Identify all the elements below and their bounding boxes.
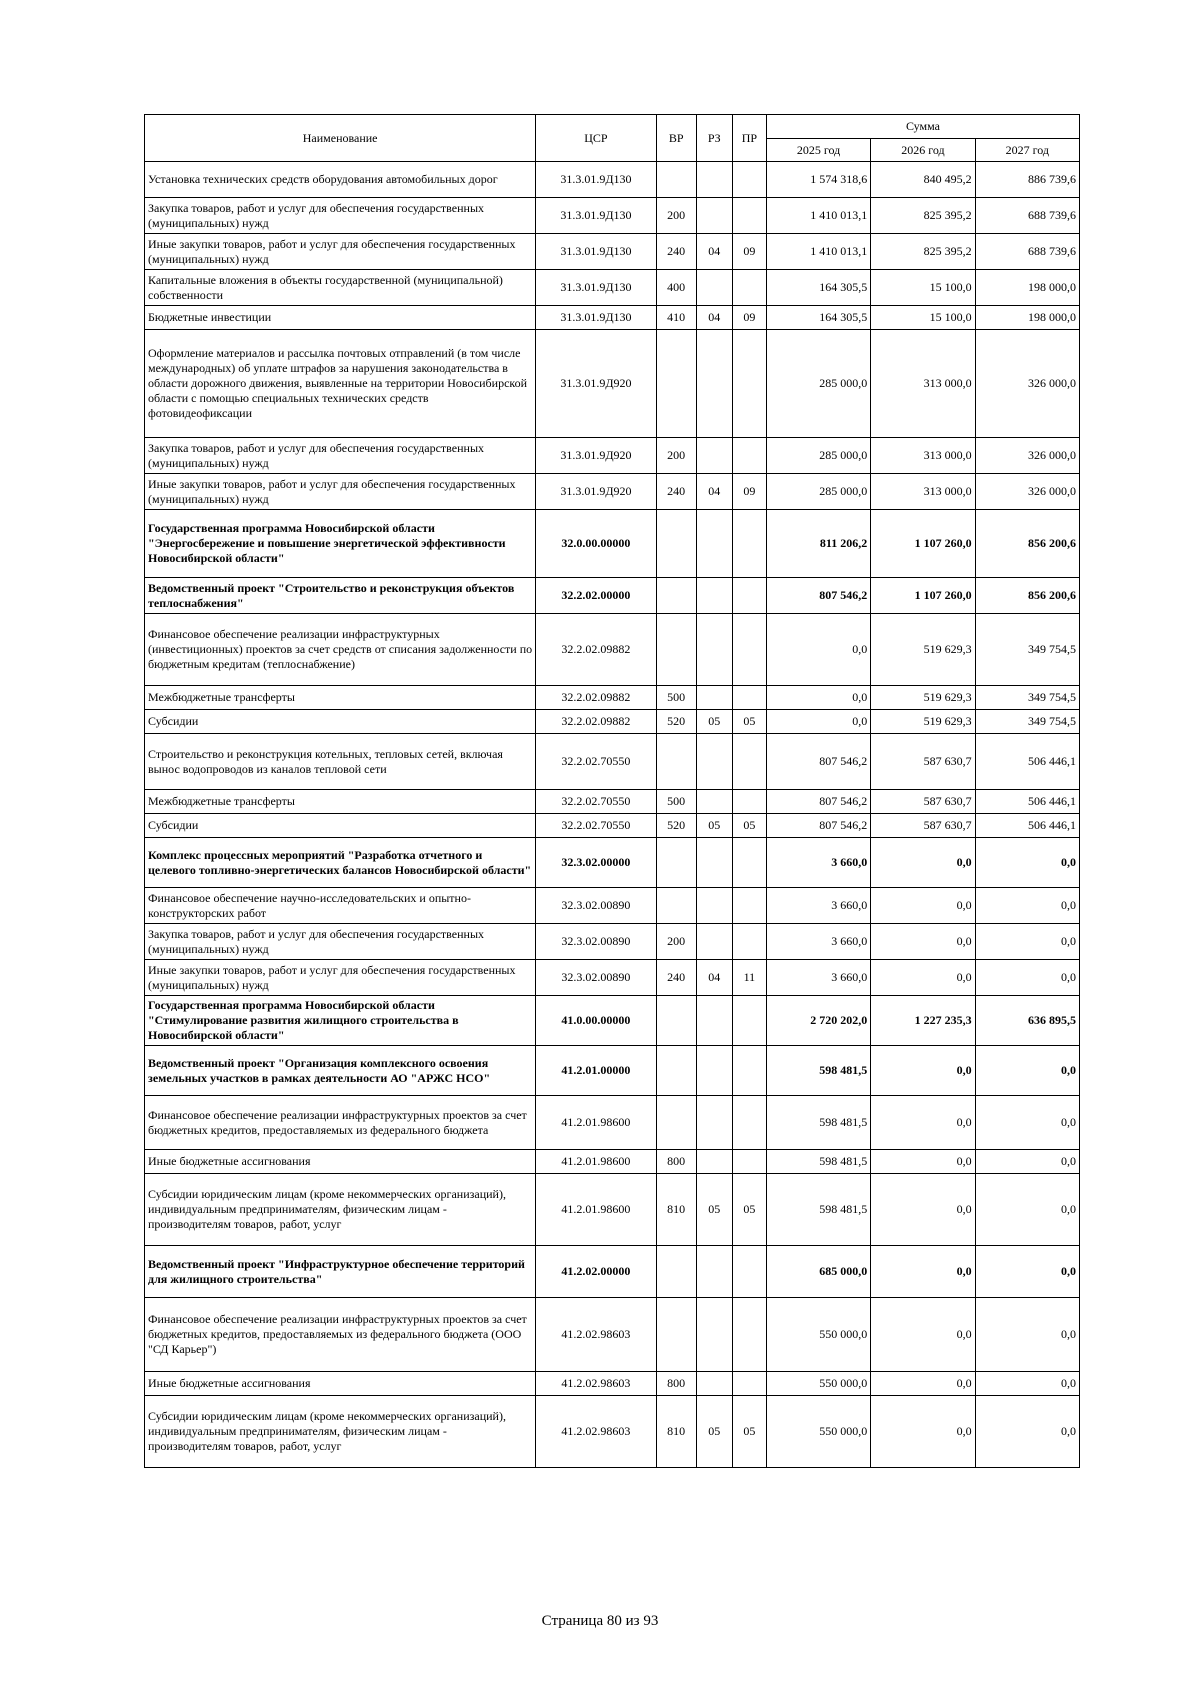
table-row — [145, 198, 1080, 234]
row-2026: 0,0 — [871, 1150, 975, 1174]
row-2027: 0,0 — [975, 1150, 1079, 1174]
row-pr — [732, 686, 766, 710]
row-2025: 598 481,5 — [766, 1174, 870, 1246]
row-csr: 41.2.02.98603 — [536, 1396, 656, 1468]
row-2027: 349 754,5 — [975, 686, 1079, 710]
row-vr: 810 — [656, 1396, 696, 1468]
row-pr — [732, 790, 766, 814]
page-number: Страница 80 из 93 — [541, 1613, 659, 1629]
row-pr — [732, 438, 766, 474]
row-2027: 856 200,6 — [975, 578, 1079, 614]
row-pr: 09 — [732, 306, 766, 330]
row-2027: 636 895,5 — [975, 996, 1079, 1046]
table-row — [145, 838, 1080, 888]
row-name: Иные бюджетные ассигнования — [145, 1150, 536, 1174]
row-pr: 05 — [732, 814, 766, 838]
row-2026: 519 629,3 — [871, 710, 975, 734]
table-row — [145, 162, 1080, 198]
table-row — [145, 234, 1080, 270]
row-rz — [696, 790, 732, 814]
row-2025: 285 000,0 — [766, 438, 870, 474]
row-2026: 15 100,0 — [871, 270, 975, 306]
row-name: Финансовое обеспечение реализации инфраструктурных (инвестиционных) проектов за счет средств от списания задолженности по бюджетным кредитам (теплоснабжение) — [145, 614, 536, 686]
row-pr — [732, 1298, 766, 1372]
row-vr — [656, 614, 696, 686]
row-name: Субсидии — [145, 814, 536, 838]
row-2025: 3 660,0 — [766, 838, 870, 888]
row-vr — [656, 162, 696, 198]
row-pr — [732, 1150, 766, 1174]
row-csr: 32.3.02.00890 — [536, 888, 656, 924]
row-pr: 11 — [732, 960, 766, 996]
row-csr: 41.0.00.00000 — [536, 996, 656, 1046]
table-row — [145, 790, 1080, 814]
row-pr — [732, 1372, 766, 1396]
row-vr — [656, 734, 696, 790]
row-2025: 0,0 — [766, 710, 870, 734]
table-row — [145, 1372, 1080, 1396]
header-pr: ПР — [732, 115, 766, 162]
header-2025: 2025 год — [766, 139, 870, 162]
row-name: Межбюджетные трансферты — [145, 790, 536, 814]
row-2026: 0,0 — [871, 1372, 975, 1396]
row-vr: 810 — [656, 1174, 696, 1246]
row-2026: 825 395,2 — [871, 198, 975, 234]
row-pr — [732, 1246, 766, 1298]
row-2025: 3 660,0 — [766, 960, 870, 996]
row-pr — [732, 270, 766, 306]
row-2025: 550 000,0 — [766, 1372, 870, 1396]
row-name: Иные закупки товаров, работ и услуг для обеспечения государственных (муниципальных) нужд — [145, 474, 536, 510]
row-name: Закупка товаров, работ и услуг для обеспечения государственных (муниципальных) нужд — [145, 198, 536, 234]
row-pr: 05 — [732, 710, 766, 734]
table-row — [145, 510, 1080, 578]
row-name: Субсидии — [145, 710, 536, 734]
row-pr — [732, 162, 766, 198]
row-2026: 0,0 — [871, 960, 975, 996]
row-2025: 1 574 318,6 — [766, 162, 870, 198]
table-row — [145, 1246, 1080, 1298]
row-rz — [696, 838, 732, 888]
row-pr — [732, 614, 766, 686]
row-name: Закупка товаров, работ и услуг для обеспечения государственных (муниципальных) нужд — [145, 438, 536, 474]
table-row — [145, 614, 1080, 686]
row-vr — [656, 578, 696, 614]
row-name: Закупка товаров, работ и услуг для обеспечения государственных (муниципальных) нужд — [145, 924, 536, 960]
row-2025: 0,0 — [766, 686, 870, 710]
row-rz: 05 — [696, 814, 732, 838]
row-csr: 32.3.02.00890 — [536, 924, 656, 960]
row-csr: 41.2.02.98603 — [536, 1298, 656, 1372]
row-2027: 688 739,6 — [975, 234, 1079, 270]
row-2025: 550 000,0 — [766, 1396, 870, 1468]
row-2027: 0,0 — [975, 924, 1079, 960]
row-2027: 0,0 — [975, 838, 1079, 888]
row-vr — [656, 1096, 696, 1150]
row-pr — [732, 996, 766, 1046]
row-2027: 0,0 — [975, 888, 1079, 924]
row-vr — [656, 1298, 696, 1372]
table-body — [145, 162, 1080, 1468]
row-2027: 886 739,6 — [975, 162, 1079, 198]
row-csr: 32.0.00.00000 — [536, 510, 656, 578]
row-pr: 09 — [732, 234, 766, 270]
table-row — [145, 330, 1080, 438]
row-rz — [696, 578, 732, 614]
row-2027: 0,0 — [975, 1096, 1079, 1150]
row-vr: 800 — [656, 1150, 696, 1174]
row-rz — [696, 1150, 732, 1174]
budget-table — [144, 114, 1080, 1468]
row-vr — [656, 838, 696, 888]
row-pr — [732, 510, 766, 578]
row-2026: 313 000,0 — [871, 474, 975, 510]
row-rz — [696, 734, 732, 790]
row-csr: 41.2.02.98603 — [536, 1372, 656, 1396]
row-pr: 05 — [732, 1396, 766, 1468]
row-csr: 32.2.02.09882 — [536, 614, 656, 686]
row-2026: 587 630,7 — [871, 734, 975, 790]
row-vr: 240 — [656, 960, 696, 996]
row-2026: 0,0 — [871, 1096, 975, 1150]
row-rz — [696, 888, 732, 924]
row-name: Иные закупки товаров, работ и услуг для обеспечения государственных (муниципальных) нужд — [145, 960, 536, 996]
row-2025: 598 481,5 — [766, 1096, 870, 1150]
row-name: Финансовое обеспечение реализации инфраструктурных проектов за счет бюджетных кредитов, предоставляемых из федерального бюджета (ООО "СД Карьер") — [145, 1298, 536, 1372]
table-row — [145, 960, 1080, 996]
table-row — [145, 1096, 1080, 1150]
row-2026: 1 107 260,0 — [871, 510, 975, 578]
row-vr: 520 — [656, 710, 696, 734]
table-row — [145, 814, 1080, 838]
table-row — [145, 1396, 1080, 1468]
row-pr: 09 — [732, 474, 766, 510]
row-rz — [696, 162, 732, 198]
row-rz — [696, 1298, 732, 1372]
row-rz: 04 — [696, 306, 732, 330]
row-2027: 506 446,1 — [975, 790, 1079, 814]
row-vr: 200 — [656, 924, 696, 960]
table-row — [145, 306, 1080, 330]
row-2026: 0,0 — [871, 1396, 975, 1468]
row-pr — [732, 838, 766, 888]
row-rz — [696, 330, 732, 438]
row-name: Иные бюджетные ассигнования — [145, 1372, 536, 1396]
row-2026: 0,0 — [871, 838, 975, 888]
row-csr: 32.2.02.70550 — [536, 734, 656, 790]
row-rz — [696, 270, 732, 306]
row-rz: 04 — [696, 234, 732, 270]
row-2025: 550 000,0 — [766, 1298, 870, 1372]
row-2025: 685 000,0 — [766, 1246, 870, 1298]
row-vr — [656, 996, 696, 1046]
row-2026: 519 629,3 — [871, 686, 975, 710]
row-vr — [656, 888, 696, 924]
row-csr: 31.3.01.9Д130 — [536, 306, 656, 330]
row-rz — [696, 686, 732, 710]
row-csr: 41.2.02.00000 — [536, 1246, 656, 1298]
row-2027: 856 200,6 — [975, 510, 1079, 578]
row-2025: 811 206,2 — [766, 510, 870, 578]
row-2027: 506 446,1 — [975, 814, 1079, 838]
row-2025: 164 305,5 — [766, 306, 870, 330]
row-name: Государственная программа Новосибирской области "Стимулирование развития жилищного строительства в Новосибирской области" — [145, 996, 536, 1046]
row-2026: 0,0 — [871, 1246, 975, 1298]
row-rz — [696, 1096, 732, 1150]
row-2027: 506 446,1 — [975, 734, 1079, 790]
row-name: Государственная программа Новосибирской области "Энергосбережение и повышение энергетической эффективности Новосибирской области" — [145, 510, 536, 578]
row-csr: 31.3.01.9Д130 — [536, 234, 656, 270]
row-name: Иные закупки товаров, работ и услуг для обеспечения государственных (муниципальных) нужд — [145, 234, 536, 270]
row-2025: 164 305,5 — [766, 270, 870, 306]
row-name: Межбюджетные трансферты — [145, 686, 536, 710]
row-2025: 3 660,0 — [766, 888, 870, 924]
row-csr: 41.2.01.98600 — [536, 1096, 656, 1150]
table-row — [145, 734, 1080, 790]
row-csr: 41.2.01.98600 — [536, 1150, 656, 1174]
row-2026: 587 630,7 — [871, 790, 975, 814]
row-2026: 0,0 — [871, 1174, 975, 1246]
table-row — [145, 1046, 1080, 1096]
row-2026: 825 395,2 — [871, 234, 975, 270]
row-pr: 05 — [732, 1174, 766, 1246]
row-2027: 0,0 — [975, 1046, 1079, 1096]
row-rz — [696, 1046, 732, 1096]
row-2027: 326 000,0 — [975, 330, 1079, 438]
row-csr: 41.2.01.98600 — [536, 1174, 656, 1246]
row-2027: 0,0 — [975, 1174, 1079, 1246]
row-rz: 05 — [696, 710, 732, 734]
table-row — [145, 1298, 1080, 1372]
table-row — [145, 1150, 1080, 1174]
row-2026: 313 000,0 — [871, 438, 975, 474]
row-pr — [732, 888, 766, 924]
row-2025: 598 481,5 — [766, 1046, 870, 1096]
row-csr: 31.3.01.9Д920 — [536, 474, 656, 510]
row-2025: 285 000,0 — [766, 330, 870, 438]
row-vr — [656, 1246, 696, 1298]
row-rz — [696, 996, 732, 1046]
row-vr: 400 — [656, 270, 696, 306]
header-vr: ВР — [656, 115, 696, 162]
row-csr: 32.3.02.00000 — [536, 838, 656, 888]
row-rz — [696, 614, 732, 686]
row-vr: 520 — [656, 814, 696, 838]
row-2026: 0,0 — [871, 924, 975, 960]
row-vr: 410 — [656, 306, 696, 330]
row-vr: 200 — [656, 438, 696, 474]
row-name: Финансовое обеспечение реализации инфраструктурных проектов за счет бюджетных кредитов, предоставляемых из федерального бюджета — [145, 1096, 536, 1150]
row-2027: 198 000,0 — [975, 306, 1079, 330]
row-vr — [656, 1046, 696, 1096]
row-name: Строительство и реконструкция котельных, тепловых сетей, включая вынос водопроводов из каналов тепловой сети — [145, 734, 536, 790]
row-rz: 05 — [696, 1174, 732, 1246]
row-2026: 1 107 260,0 — [871, 578, 975, 614]
row-csr: 32.2.02.70550 — [536, 790, 656, 814]
row-rz — [696, 510, 732, 578]
row-vr: 800 — [656, 1372, 696, 1396]
row-2026: 0,0 — [871, 1298, 975, 1372]
row-2025: 598 481,5 — [766, 1150, 870, 1174]
row-2026: 840 495,2 — [871, 162, 975, 198]
row-vr: 240 — [656, 234, 696, 270]
row-vr — [656, 330, 696, 438]
table-row — [145, 924, 1080, 960]
row-2025: 1 410 013,1 — [766, 198, 870, 234]
row-rz — [696, 1372, 732, 1396]
header-sum: Сумма — [766, 115, 1079, 139]
table-row — [145, 438, 1080, 474]
row-2025: 0,0 — [766, 614, 870, 686]
row-name: Бюджетные инвестиции — [145, 306, 536, 330]
row-pr — [732, 198, 766, 234]
table-row — [145, 686, 1080, 710]
row-2026: 1 227 235,3 — [871, 996, 975, 1046]
row-csr: 32.2.02.00000 — [536, 578, 656, 614]
row-rz — [696, 924, 732, 960]
row-2027: 688 739,6 — [975, 198, 1079, 234]
row-2025: 1 410 013,1 — [766, 234, 870, 270]
row-2027: 198 000,0 — [975, 270, 1079, 306]
row-2026: 15 100,0 — [871, 306, 975, 330]
row-rz — [696, 438, 732, 474]
table-row — [145, 1174, 1080, 1246]
row-csr: 41.2.01.00000 — [536, 1046, 656, 1096]
row-pr — [732, 924, 766, 960]
row-2025: 807 546,2 — [766, 578, 870, 614]
row-name: Субсидии юридическим лицам (кроме некоммерческих организаций), индивидуальным предпринимателям, физическим лицам - производителям товаров, работ, услуг — [145, 1396, 536, 1468]
row-csr: 31.3.01.9Д130 — [536, 198, 656, 234]
row-2027: 349 754,5 — [975, 614, 1079, 686]
row-vr: 240 — [656, 474, 696, 510]
row-csr: 31.3.01.9Д130 — [536, 162, 656, 198]
table-row — [145, 474, 1080, 510]
table-row — [145, 888, 1080, 924]
row-2027: 0,0 — [975, 960, 1079, 996]
row-rz: 04 — [696, 474, 732, 510]
row-name: Оформление материалов и рассылка почтовых отправлений (в том числе международных) об уплате штрафов за нарушения законодательства в области дорожного движения, выявленные на территории Новосибирской области с помощью специальных технических средств фотовидеофиксации — [145, 330, 536, 438]
row-2026: 313 000,0 — [871, 330, 975, 438]
row-name: Ведомственный проект "Инфраструктурное обеспечение территорий для жилищного строительства" — [145, 1246, 536, 1298]
header-2026: 2026 год — [871, 139, 975, 162]
row-2027: 0,0 — [975, 1396, 1079, 1468]
table-row — [145, 996, 1080, 1046]
table-row — [145, 270, 1080, 306]
row-csr: 31.3.01.9Д130 — [536, 270, 656, 306]
header-csr: ЦСР — [536, 115, 656, 162]
row-rz — [696, 198, 732, 234]
row-2027: 0,0 — [975, 1298, 1079, 1372]
row-pr — [732, 734, 766, 790]
row-csr: 32.2.02.70550 — [536, 814, 656, 838]
header-rz: РЗ — [696, 115, 732, 162]
row-2026: 0,0 — [871, 888, 975, 924]
row-2025: 2 720 202,0 — [766, 996, 870, 1046]
row-csr: 31.3.01.9Д920 — [536, 438, 656, 474]
row-pr — [732, 1096, 766, 1150]
row-name: Капитальные вложения в объекты государственной (муниципальной) собственности — [145, 270, 536, 306]
row-csr: 31.3.01.9Д920 — [536, 330, 656, 438]
row-2025: 807 546,2 — [766, 790, 870, 814]
row-2027: 326 000,0 — [975, 474, 1079, 510]
row-pr — [732, 330, 766, 438]
row-name: Комплекс процессных мероприятий "Разработка отчетного и целевого топливно-энергетических балансов Новосибирской области" — [145, 838, 536, 888]
row-2026: 0,0 — [871, 1046, 975, 1096]
row-2025: 807 546,2 — [766, 814, 870, 838]
row-vr — [656, 510, 696, 578]
row-rz — [696, 1246, 732, 1298]
row-rz: 05 — [696, 1396, 732, 1468]
row-name: Ведомственный проект "Строительство и реконструкция объектов теплоснабжения" — [145, 578, 536, 614]
row-2026: 519 629,3 — [871, 614, 975, 686]
row-2025: 807 546,2 — [766, 734, 870, 790]
row-name: Финансовое обеспечение научно-исследовательских и опытно-конструкторских работ — [145, 888, 536, 924]
table-row — [145, 578, 1080, 614]
row-2027: 0,0 — [975, 1372, 1079, 1396]
row-csr: 32.2.02.09882 — [536, 686, 656, 710]
row-2027: 0,0 — [975, 1246, 1079, 1298]
row-name: Ведомственный проект "Организация комплексного освоения земельных участков в рамках деятельности АО "АРЖС НСО" — [145, 1046, 536, 1096]
row-rz: 04 — [696, 960, 732, 996]
row-2025: 285 000,0 — [766, 474, 870, 510]
row-2025: 3 660,0 — [766, 924, 870, 960]
row-name: Субсидии юридическим лицам (кроме некоммерческих организаций), индивидуальным предпринимателям, физическим лицам - производителям товаров, работ, услуг — [145, 1174, 536, 1246]
row-vr: 500 — [656, 686, 696, 710]
header-2027: 2027 год — [975, 139, 1079, 162]
row-vr: 200 — [656, 198, 696, 234]
row-2026: 587 630,7 — [871, 814, 975, 838]
row-2027: 326 000,0 — [975, 438, 1079, 474]
row-vr: 500 — [656, 790, 696, 814]
header-name: Наименование — [145, 115, 536, 162]
table-row — [145, 710, 1080, 734]
row-2027: 349 754,5 — [975, 710, 1079, 734]
row-pr — [732, 1046, 766, 1096]
row-name: Установка технических средств оборудования автомобильных дорог — [145, 162, 536, 198]
row-csr: 32.2.02.09882 — [536, 710, 656, 734]
row-pr — [732, 578, 766, 614]
row-csr: 32.3.02.00890 — [536, 960, 656, 996]
